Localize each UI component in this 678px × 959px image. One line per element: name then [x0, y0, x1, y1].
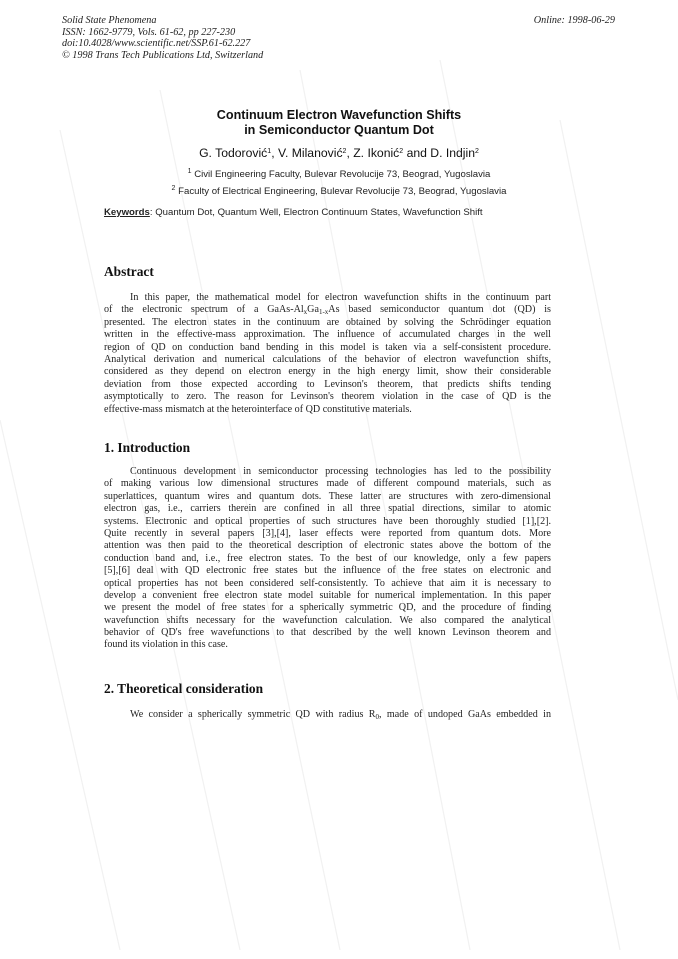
- intro-line: attention was then paid to the theoretical description of electronic states above the bottom of the: [104, 540, 551, 552]
- intro-line: superlattices, quantum wires and quantum dots. These latter are structures with zero-dimensional: [104, 490, 551, 502]
- introduction-heading: 1. Introduction: [104, 440, 191, 455]
- abstract-line: region of QD on conduction band bending in this model is taken via a self-consistent procedure.: [104, 341, 551, 353]
- intro-line: [5],[6] deal with QD electronic free states but the influence of the free states on electronic and: [104, 565, 551, 577]
- theory-paragraph: [104, 709, 551, 721]
- affiliation-1: [0, 168, 678, 180]
- intro-line: wavefunction shifts necessary for the wavefunction calculation. We also compared the analytical: [104, 614, 551, 626]
- keywords-text: Quantum Dot, Quantum Well, Electron Continuum States, Wavefunction Shift: [152, 207, 483, 218]
- abstract-line: Analytical derivation and numerical calculations of the behavior of electron wavefunction shifts,: [104, 353, 551, 365]
- keywords-line: [104, 207, 483, 218]
- abstract-line: deviation from those expected according to Levinson's theorem, that predicts shifts tending: [104, 378, 551, 390]
- online-date: Online: 1998-06-29: [533, 15, 615, 26]
- intro-line: conduction band and, i.e., free electron states. To the best of our knowledge, only a few papers: [104, 552, 551, 564]
- intro-line: systems. Electronic and optical properties of such structures have been thoroughly studied [1],[2].: [104, 515, 551, 527]
- abstract-line: [104, 304, 551, 316]
- theory-text: We consider a spherically symmetric QD with radius R: [130, 709, 376, 720]
- copyright-line: © 1998 Trans Tech Publications Ltd, Switzerland: [62, 49, 264, 61]
- intro-line: develop a convenient free electron state model suitable for numerical implementation. In this paper: [104, 589, 551, 601]
- issn-line: ISSN: 1662-9779, Vols. 61-62, pp 227-230: [62, 26, 236, 38]
- publication-header: [62, 15, 263, 61]
- author-1-affil-mark: 1: [267, 148, 272, 155]
- abstract-line: asymptotically to zero. The reason for Levinson's theorem violation in the case of QD is the: [104, 391, 551, 403]
- subscript-1-x: 1-x: [318, 308, 329, 317]
- intro-line: optical properties has not been considered self-consistently. To achieve that aim it is necessary to: [104, 577, 551, 589]
- intro-line: Quite recently in several papers [3],[4], laser effects were reported from quantum dots. More: [104, 527, 551, 539]
- introduction-paragraph: [104, 466, 551, 652]
- intro-line: of making various low dimensional structures made of different compound materials, such as: [104, 478, 551, 490]
- abstract-line: effective-mass mismatch at the heterointerface of QD constitutive materials.: [104, 403, 412, 415]
- intro-line: found its violation in this case.: [104, 639, 228, 651]
- theory-text: , made of undoped GaAs embedded in: [379, 709, 551, 720]
- author-list: [0, 146, 678, 160]
- abstract-text: As based semiconductor quantum dot (QD) is: [328, 304, 551, 316]
- theory-line: [104, 709, 551, 721]
- title-line-1: Continuum Electron Wavefunction Shifts: [216, 108, 462, 122]
- abstract-line: presented. The electron states in the continuum are obtained by solving the Schrödinger equation: [104, 316, 551, 328]
- abstract-line: considered as they depend on electron energy in the high energy limit, show their considerable: [104, 366, 551, 378]
- abstract-line: written in the effective-mass approximation. The influence of accumulated charges in the well: [104, 329, 551, 341]
- journal-name: Solid State Phenomena: [62, 15, 157, 26]
- intro-line: behavior of QD's free wavefunctions to that described by the well known Levinson theorem and: [104, 627, 551, 639]
- author-2: , V. Milanović: [271, 146, 343, 160]
- author-2-affil-mark: 2: [342, 148, 347, 155]
- paper-title: [0, 108, 678, 138]
- intro-line: we present the model of free states for a spherically symmetric QD, and the procedure of finding: [104, 602, 551, 614]
- intro-line: Continuous development in semiconductor processing technologies has led to the possibility: [130, 466, 551, 477]
- author-3: , Z. Ikonić: [346, 146, 400, 160]
- affiliation-2: [0, 185, 678, 197]
- affiliation-1-mark: 1: [187, 168, 192, 175]
- author-1: G. Todorović: [199, 146, 268, 160]
- intro-line: electron gas, i.e., carriers therein are confined in all three spatial directions, similar to atomic: [104, 503, 551, 515]
- subscript-x: x: [303, 308, 308, 317]
- keywords-colon: :: [149, 207, 153, 218]
- affiliation-2-mark: 2: [171, 185, 176, 192]
- affiliation-2-text: Faculty of Electrical Engineering, Bulevar Revolucije 73, Beograd, Yugoslavia: [175, 186, 507, 197]
- title-line-2: in Semiconductor Quantum Dot: [244, 123, 434, 137]
- subscript-0: 0: [375, 713, 380, 721]
- keywords-label: Keywords: [104, 207, 150, 218]
- abstract-paragraph: [104, 292, 551, 416]
- abstract-heading: Abstract: [104, 264, 154, 279]
- author-4: and D. Indjin: [403, 146, 476, 160]
- abstract-line: In this paper, the mathematical model for electron wavefunction shifts in the continuum part: [130, 292, 551, 303]
- author-4-affil-mark: 2: [475, 148, 479, 155]
- affiliation-1-text: Civil Engineering Faculty, Bulevar Revolucije 73, Beograd, Yugoslavia: [191, 169, 491, 180]
- doi-line[interactable]: doi:10.4028/www.scientific.net/SSP.61-62.227: [62, 38, 251, 50]
- author-3-affil-mark: 2: [399, 148, 404, 155]
- theory-heading: 2. Theoretical consideration: [104, 681, 264, 696]
- abstract-text: of the electronic spectrum of a GaAs-Al: [104, 304, 304, 316]
- abstract-text: Ga: [307, 304, 319, 316]
